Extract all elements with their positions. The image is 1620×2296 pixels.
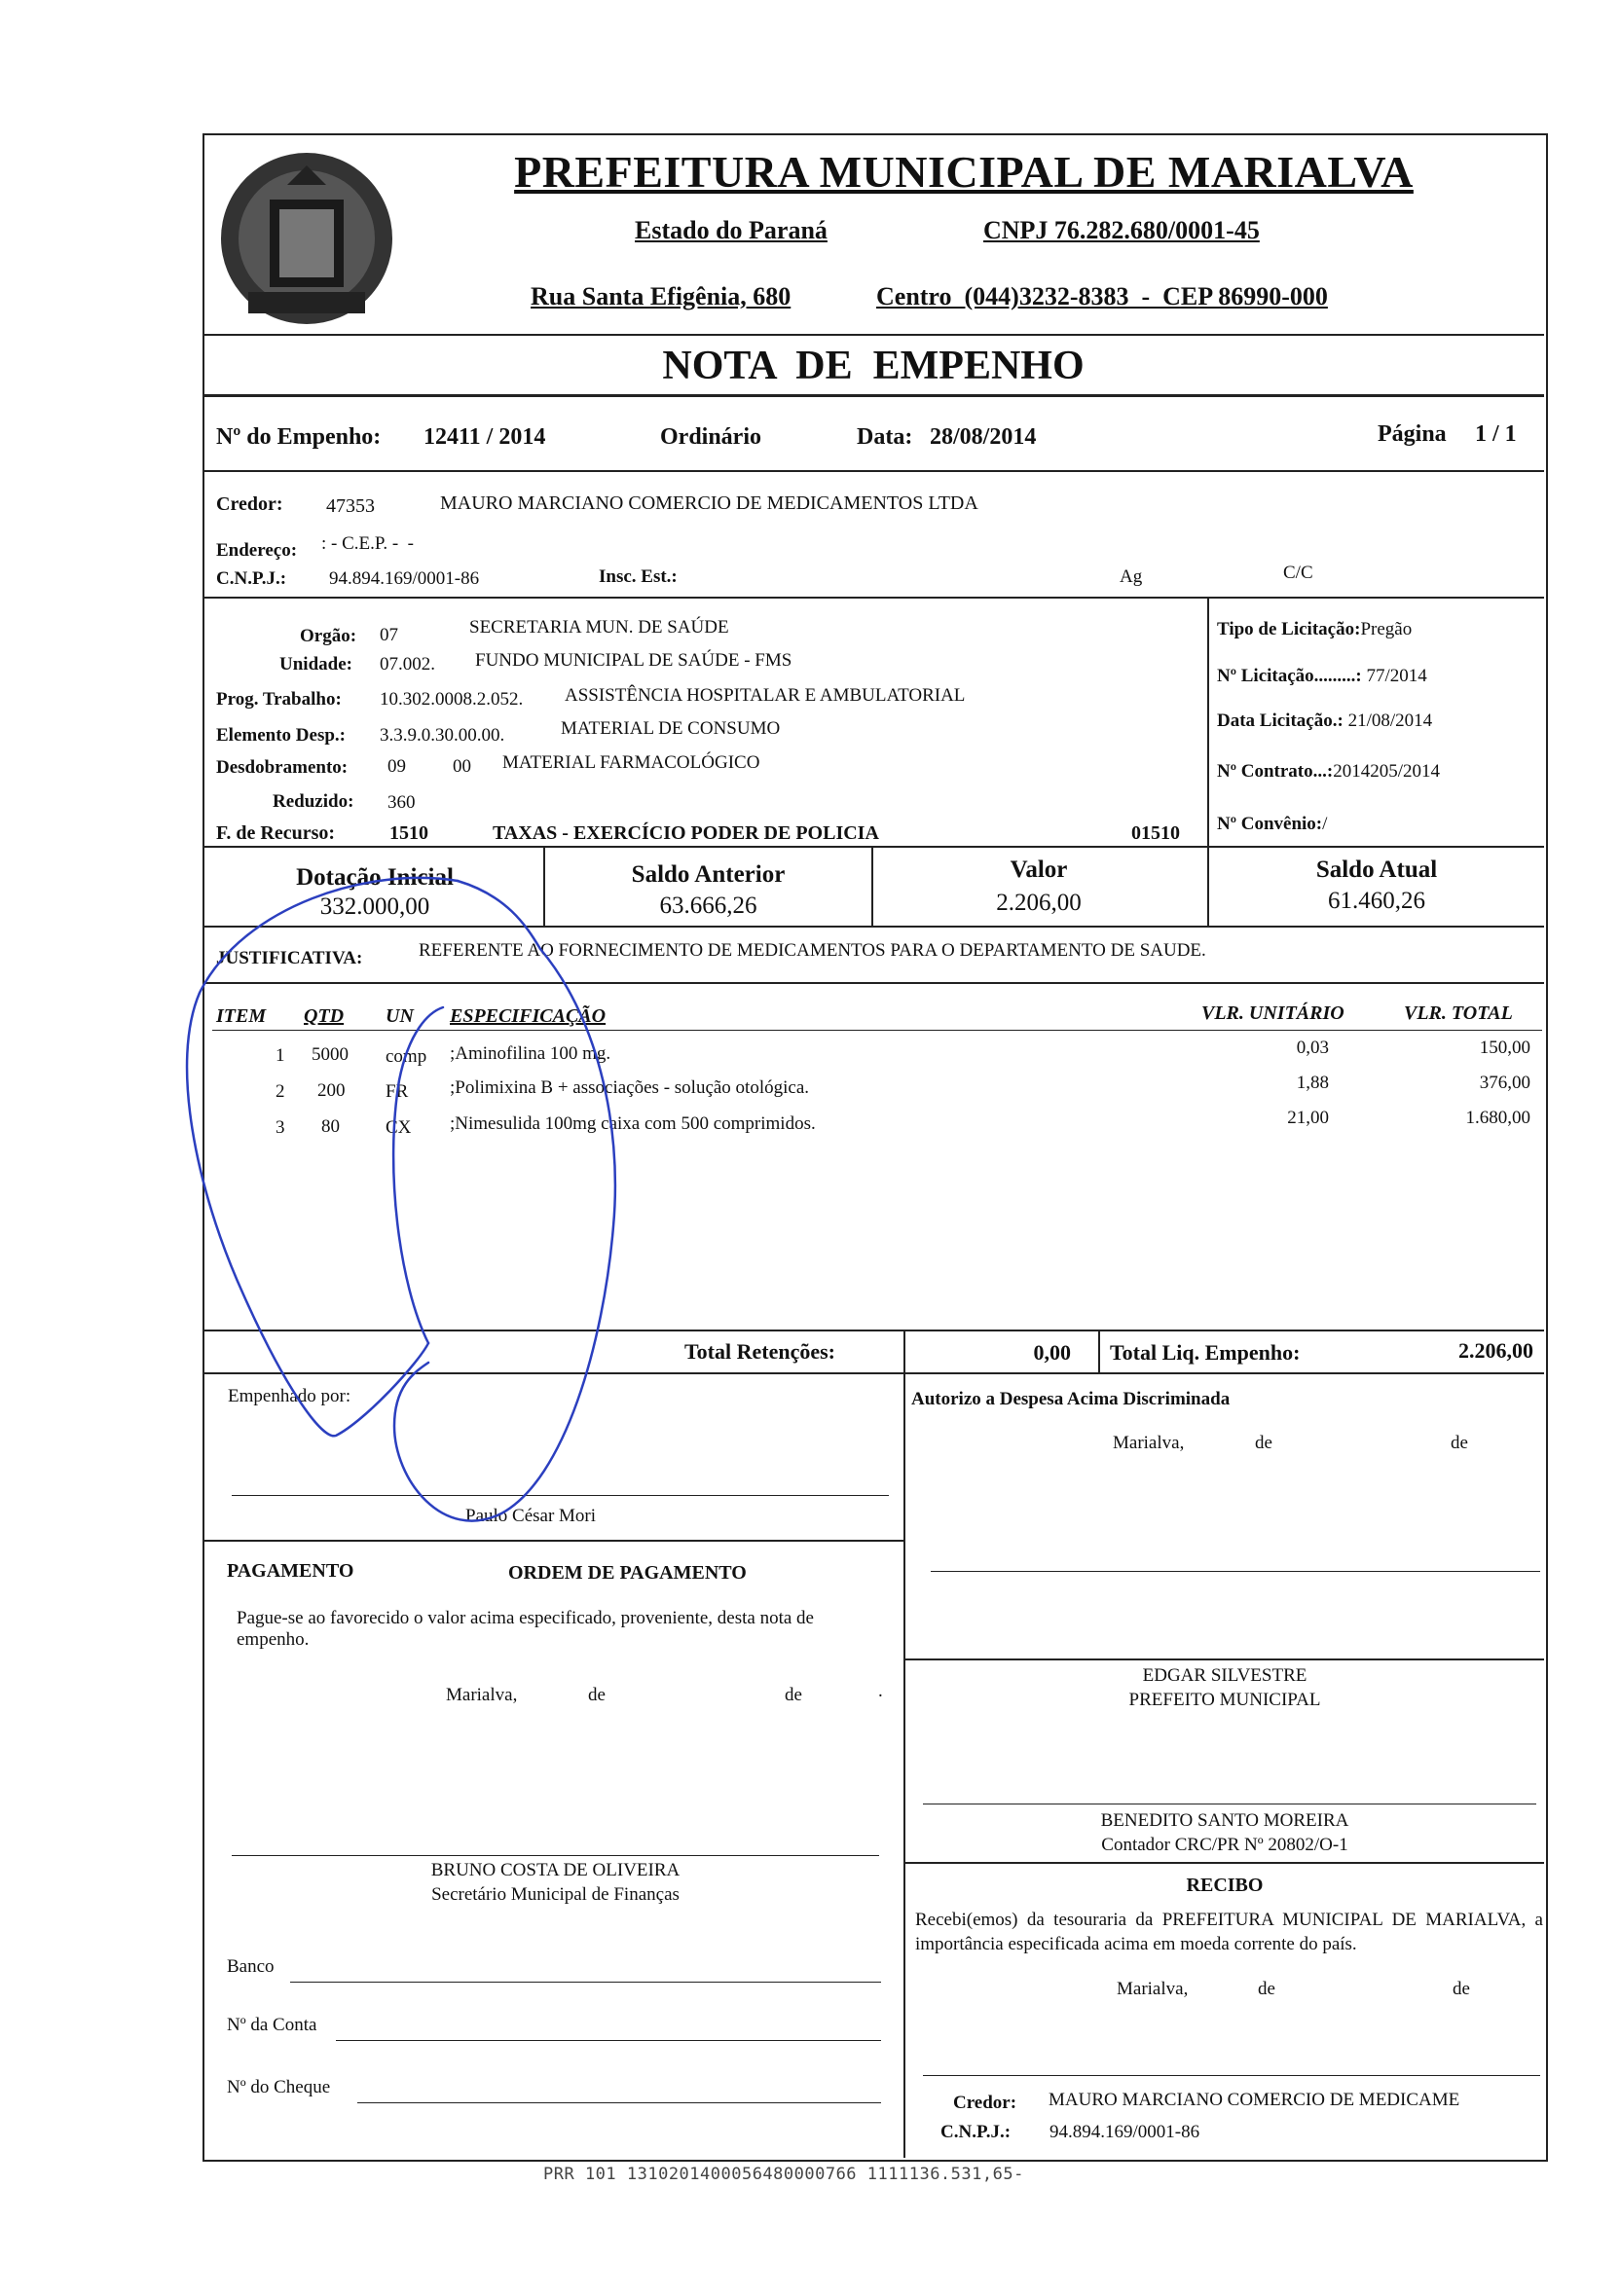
num-convenio-label: Nº Convênio: bbox=[1217, 814, 1323, 834]
unidade-name: FUNDO MUNICIPAL DE SAÚDE - FMS bbox=[475, 650, 792, 671]
saldo-atual-label: Saldo Atual bbox=[1315, 856, 1438, 883]
num-licitacao-label: Nº Licitação.........: bbox=[1217, 666, 1362, 686]
row-item: 2 bbox=[276, 1081, 285, 1102]
num-contrato-value: 2014205/2014 bbox=[1333, 761, 1440, 782]
recibo-de-1: de bbox=[1258, 1979, 1275, 1999]
tipo-licitacao-value: Pregão bbox=[1360, 619, 1413, 639]
row-qtd: 80 bbox=[321, 1116, 340, 1137]
recurso-code: 1510 bbox=[389, 822, 428, 844]
desdobramento-label: Desdobramento: bbox=[216, 757, 349, 778]
row-un: FR bbox=[386, 1081, 409, 1102]
saldo-anterior-label: Saldo Anterior bbox=[631, 861, 786, 888]
agencia-label: Ag bbox=[1120, 566, 1143, 587]
date-label: Data: bbox=[857, 424, 913, 450]
credor-name: MAURO MARCIANO COMERCIO DE MEDICAMENTOS LTDA bbox=[440, 492, 978, 514]
justificativa-text: REFERENTE AO FORNECIMENTO DE MEDICAMENTOS PARA O DEPARTAMENTO DE SAUDE. bbox=[419, 940, 1206, 961]
recibo-credor-name: MAURO MARCIANO COMERCIO DE MEDICAME bbox=[1049, 2090, 1460, 2110]
prefeito-role: PREFEITO MUNICIPAL bbox=[1128, 1690, 1321, 1710]
tipo-licitacao-label: Tipo de Licitação: bbox=[1217, 619, 1361, 639]
page-number: 1 / 1 bbox=[1475, 421, 1517, 447]
ordem-pagamento-label: ORDEM DE PAGAMENTO bbox=[508, 1562, 747, 1584]
unidade-label: Unidade: bbox=[279, 654, 352, 674]
secretario-role: Secretário Municipal de Finanças bbox=[431, 1884, 680, 1905]
total-retencoes-label: Total Retenções: bbox=[684, 1339, 835, 1364]
recurso-code-2: 01510 bbox=[1131, 822, 1180, 844]
recurso-name: TAXAS - EXERCÍCIO PODER DE POLICIA bbox=[493, 822, 879, 844]
secretario-name: BRUNO COSTA DE OLIVEIRA bbox=[430, 1860, 681, 1880]
num-convenio-value: / bbox=[1322, 814, 1328, 834]
recurso-label: F. de Recurso: bbox=[216, 822, 336, 844]
row-vlr-unitario: 1,88 bbox=[1296, 1073, 1329, 1093]
elemento-code: 3.3.9.0.30.00.00. bbox=[380, 725, 505, 746]
empenho-number: 12411 / 2014 bbox=[423, 424, 546, 450]
state-label: Estado do Paraná bbox=[635, 216, 828, 244]
autorizo-de-1: de bbox=[1255, 1433, 1272, 1453]
row-vlr-total: 1.680,00 bbox=[1465, 1108, 1530, 1128]
orgao-code: 07 bbox=[380, 625, 398, 645]
col-especificacao: ESPECIFICAÇÃO bbox=[450, 1005, 607, 1027]
saldo-atual-value: 61.460,26 bbox=[1328, 888, 1425, 914]
recibo-city: Marialva, bbox=[1117, 1979, 1189, 1999]
desdobramento-code-1: 09 bbox=[387, 756, 406, 777]
col-item: ITEM bbox=[216, 1005, 267, 1027]
empenhado-name: Paulo César Mori bbox=[465, 1506, 597, 1526]
contador-name: BENEDITO SANTO MOREIRA bbox=[1100, 1810, 1349, 1831]
num-licitacao-value: 77/2014 bbox=[1366, 666, 1427, 686]
total-retencoes-value: 0,00 bbox=[1033, 1340, 1071, 1365]
col-un: UN bbox=[386, 1005, 414, 1027]
reduzido-value: 360 bbox=[387, 792, 416, 813]
pagamento-de-2: de bbox=[785, 1685, 802, 1705]
banco-label: Banco bbox=[227, 1956, 275, 1977]
prefeito-name: EDGAR SILVESTRE bbox=[1142, 1665, 1307, 1686]
row-item: 1 bbox=[276, 1045, 285, 1066]
credor-label: Credor: bbox=[216, 493, 283, 515]
dotacao-inicial-value: 332.000,00 bbox=[319, 893, 430, 920]
orgao-label: Orgão: bbox=[300, 626, 357, 646]
reduzido-label: Reduzido: bbox=[273, 791, 354, 812]
data-licitacao-label: Data Licitação.: bbox=[1217, 711, 1344, 731]
page-title: PREFEITURA MUNICIPAL DE MARIALVA bbox=[514, 147, 1414, 197]
justificativa-label: JUSTIFICATIVA: bbox=[216, 948, 363, 968]
saldo-anterior-value: 63.666,26 bbox=[659, 893, 757, 919]
desdobramento-name: MATERIAL FARMACOLÓGICO bbox=[502, 752, 760, 773]
pague-text: Pague-se ao favorecido o valor acima especificado, proveniente, desta nota de empenho. bbox=[237, 1608, 814, 1650]
total-liq-value: 2.206,00 bbox=[1458, 1338, 1533, 1363]
endereco-value: : - C.E.P. - - bbox=[321, 533, 414, 554]
row-vlr-unitario: 21,00 bbox=[1287, 1108, 1329, 1128]
row-vlr-unitario: 0,03 bbox=[1296, 1038, 1329, 1058]
conta-corrente-label: C/C bbox=[1283, 563, 1313, 583]
pagamento-label: PAGAMENTO bbox=[227, 1560, 354, 1582]
insc-est-label: Insc. Est.: bbox=[599, 566, 678, 587]
recibo-label: RECIBO bbox=[1186, 1875, 1264, 1896]
recibo-text: Recebi(emos) da tesouraria da PREFEITURA MUNICIPAL DE MARIALVA, a importância especificada acima em moeda corrente do país. bbox=[915, 1910, 1543, 1954]
recibo-cnpj: 94.894.169/0001-86 bbox=[1049, 2122, 1200, 2142]
orgao-name: SECRETARIA MUN. DE SAÚDE bbox=[469, 617, 729, 638]
data-licitacao-value: 21/08/2014 bbox=[1347, 711, 1433, 731]
valor-label: Valor bbox=[1010, 856, 1068, 883]
prog-trabalho-name: ASSISTÊNCIA HOSPITALAR E AMBULATORIAL bbox=[565, 685, 966, 706]
recibo-cnpj-label: C.N.P.J.: bbox=[940, 2122, 1012, 2142]
page-label: Página bbox=[1378, 421, 1447, 447]
autorizo-city: Marialva, bbox=[1113, 1433, 1185, 1453]
row-especificacao: ;Aminofilina 100 mg. bbox=[450, 1043, 611, 1064]
col-vlr-unitario: VLR. UNITÁRIO bbox=[1201, 1002, 1344, 1024]
contador-role: Contador CRC/PR Nº 20802/O-1 bbox=[1101, 1835, 1348, 1855]
pagamento-city: Marialva, bbox=[446, 1685, 518, 1705]
valor-value: 2.206,00 bbox=[996, 890, 1082, 916]
document-title: NOTA DE EMPENHO bbox=[662, 344, 1085, 388]
row-especificacao: ;Nimesulida 100mg caixa com 500 comprimidos. bbox=[450, 1113, 816, 1134]
cheque-label: Nº do Cheque bbox=[227, 2077, 331, 2097]
footer-code: PRR 101 1310201400056480000766 1111136.531,65- bbox=[543, 2165, 1024, 2184]
conta-label: Nº da Conta bbox=[227, 2015, 317, 2035]
total-liq-label: Total Liq. Empenho: bbox=[1110, 1340, 1301, 1365]
credor-cnpj: 94.894.169/0001-86 bbox=[329, 568, 480, 589]
recibo-de-2: de bbox=[1453, 1979, 1470, 1999]
row-vlr-total: 376,00 bbox=[1479, 1073, 1530, 1093]
row-especificacao: ;Polimixina B + associações - solução otológica. bbox=[450, 1077, 810, 1098]
endereco-label: Endereço: bbox=[216, 540, 298, 561]
elemento-name: MATERIAL DE CONSUMO bbox=[561, 718, 781, 739]
row-vlr-total: 150,00 bbox=[1479, 1038, 1530, 1058]
pagamento-de-1: de bbox=[588, 1685, 606, 1705]
pagamento-dot: . bbox=[878, 1681, 883, 1701]
elemento-label: Elemento Desp.: bbox=[216, 725, 346, 746]
contact-label: Centro (044)3232-8383 - CEP 86990-000 bbox=[876, 282, 1328, 310]
credor-cnpj-label: C.N.P.J.: bbox=[216, 568, 287, 589]
empenhado-label: Empenhado por: bbox=[228, 1386, 351, 1406]
cnpj-label: CNPJ 76.282.680/0001-45 bbox=[983, 216, 1260, 244]
row-un: comp bbox=[386, 1046, 427, 1067]
col-qtd: QTD bbox=[304, 1005, 345, 1027]
credor-code: 47353 bbox=[326, 495, 375, 517]
date-value: 28/08/2014 bbox=[930, 424, 1037, 450]
desdobramento-code-2: 00 bbox=[453, 756, 471, 777]
num-contrato-label: Nº Contrato...: bbox=[1217, 761, 1334, 782]
autorizo-de-2: de bbox=[1451, 1433, 1468, 1453]
row-un: CX bbox=[386, 1117, 412, 1138]
prog-trabalho-label: Prog. Trabalho: bbox=[216, 689, 342, 710]
address-label: Rua Santa Efigênia, 680 bbox=[531, 282, 792, 310]
dotacao-inicial-label: Dotação Inicial bbox=[296, 864, 454, 891]
autorizo-text: Autorizo a Despesa Acima Discriminada bbox=[911, 1389, 1231, 1409]
empenho-number-label: Nº do Empenho: bbox=[216, 424, 382, 450]
unidade-code: 07.002. bbox=[380, 654, 435, 674]
prog-trabalho-code: 10.302.0008.2.052. bbox=[380, 689, 524, 710]
col-vlr-total: VLR. TOTAL bbox=[1404, 1002, 1513, 1024]
row-qtd: 5000 bbox=[312, 1044, 349, 1065]
empenho-type: Ordinário bbox=[660, 424, 762, 450]
row-item: 3 bbox=[276, 1117, 285, 1138]
recibo-credor-label: Credor: bbox=[953, 2093, 1017, 2113]
row-qtd: 200 bbox=[317, 1080, 346, 1101]
